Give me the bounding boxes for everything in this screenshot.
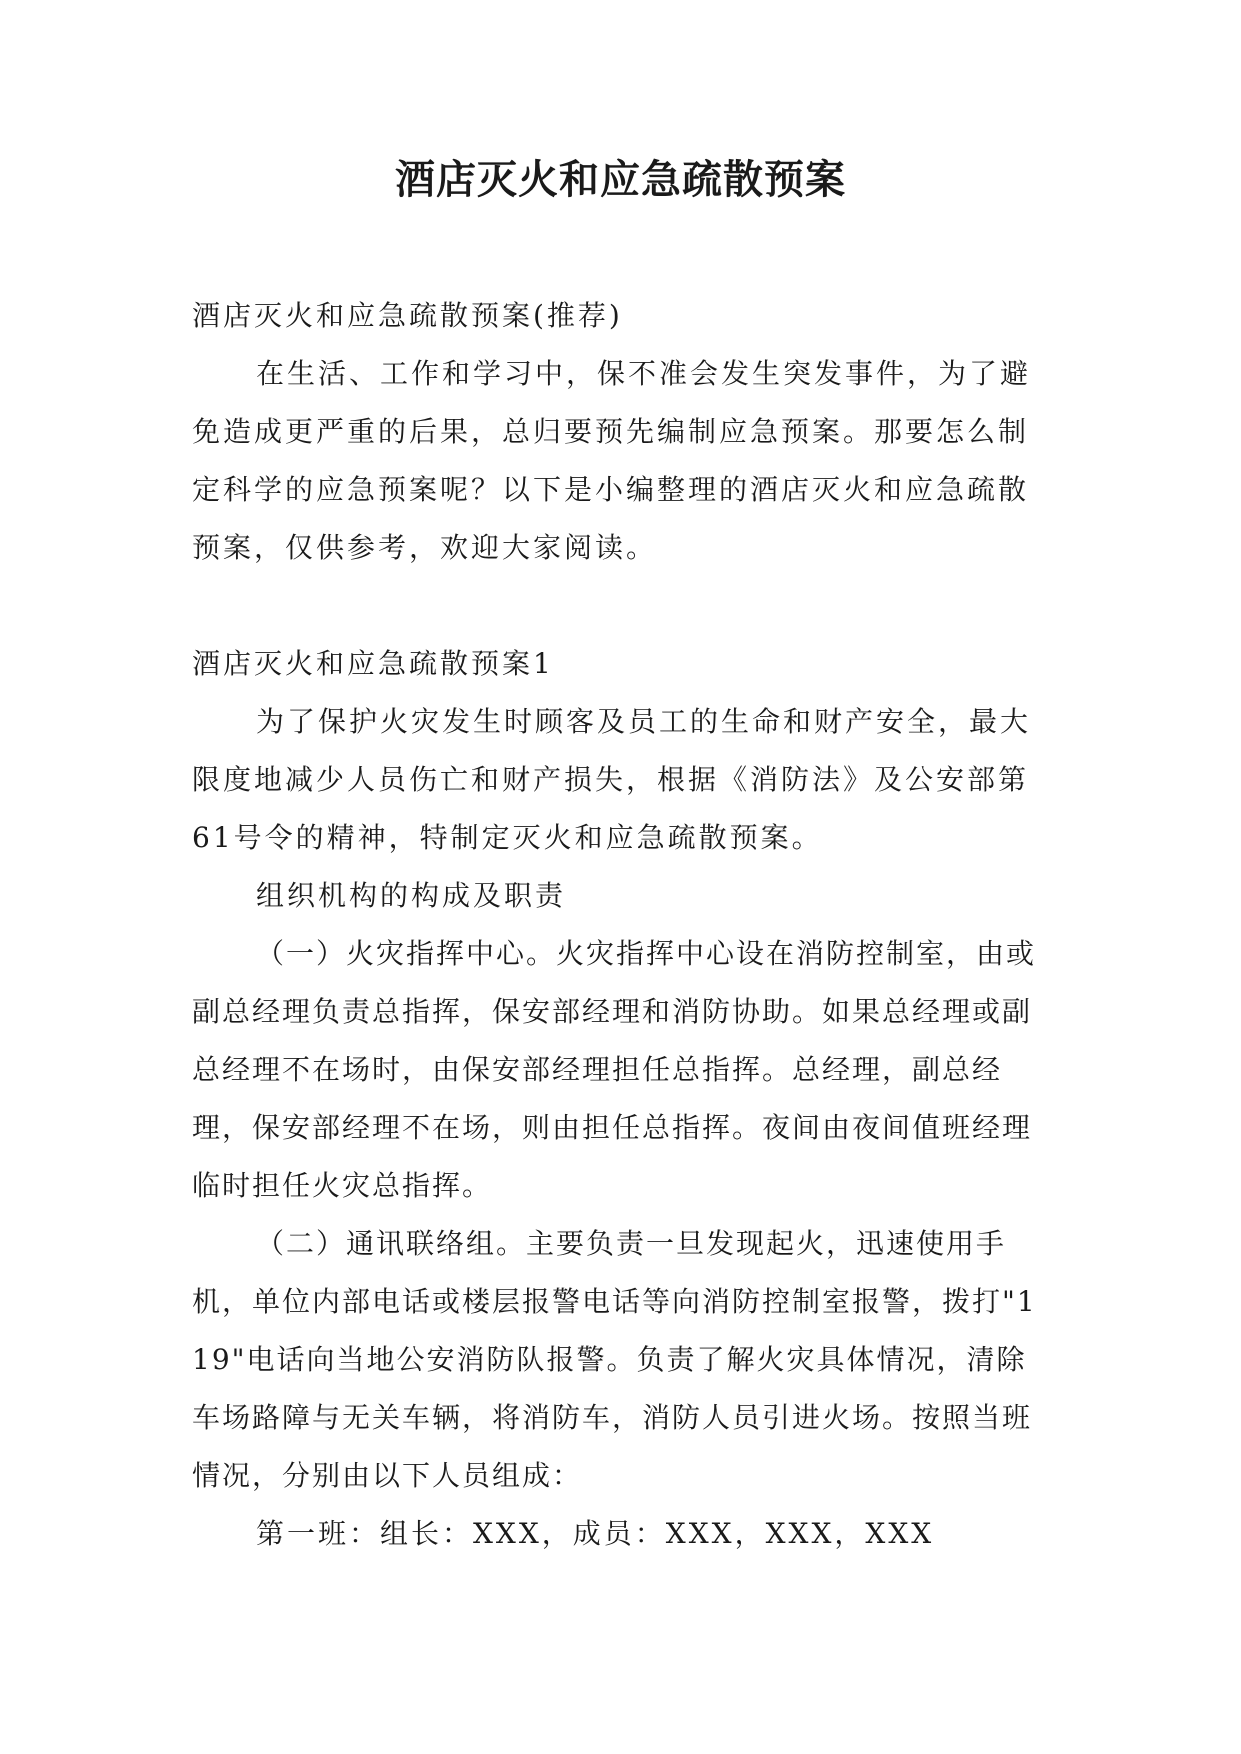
document-body <box>192 287 1054 1563</box>
document-title: 酒店灭火和应急疏散预案 <box>395 157 846 203</box>
paragraph-spacer <box>192 577 1054 635</box>
section-paragraph-organization: 组织机构的构成及职责 <box>256 879 567 912</box>
section-paragraph-communication-group: （二）通讯联络组。主要负责一旦发现起火，迅速使用手机，单位内部电话或楼层报警电话等向消防控制室报警，拨打"1 19"电话向当地公安消防队报警。负责了解火灾具体情况，清除车场路障与无关车辆，将消防车，消防人员引进火场。按照当班情况，分别由以下人员组成： <box>192 1227 1037 1492</box>
section-paragraph-purpose: 为了保护火灾发生时顾客及员工的生命和财产安全，最大限度地减少人员伤亡和财产损失，根据《消防法》及公安部第61号令的精神，特制定灭火和应急疏散预案。 <box>192 705 1032 854</box>
section-paragraph-first-shift: 第一班：组长：XXX，成员：XXX，XXX，XXX <box>256 1517 935 1550</box>
document-subtitle: 酒店灭火和应急疏散预案(推荐) <box>192 299 623 332</box>
section-heading: 酒店灭火和应急疏散预案1 <box>192 647 554 680</box>
intro-paragraph: 在生活、工作和学习中，保不准会发生突发事件，为了避免造成更严重的后果，总归要预先编制应急预案。那要怎么制定科学的应急预案呢？以下是小编整理的酒店灭火和应急疏散预案，仅供参考，欢迎大家阅读。 <box>192 357 1032 564</box>
section-paragraph-command-center: （一）火灾指挥中心。火灾指挥中心设在消防控制室，由或副总经理负责总指挥，保安部经理和消防协助。如果总经理或副总经理不在场时，由保安部经理担任总指挥。总经理，副总经理，保安部经理不在场，则由担任总指挥。夜间由夜间值班经理临时担任火灾总指挥。 <box>192 937 1037 1202</box>
